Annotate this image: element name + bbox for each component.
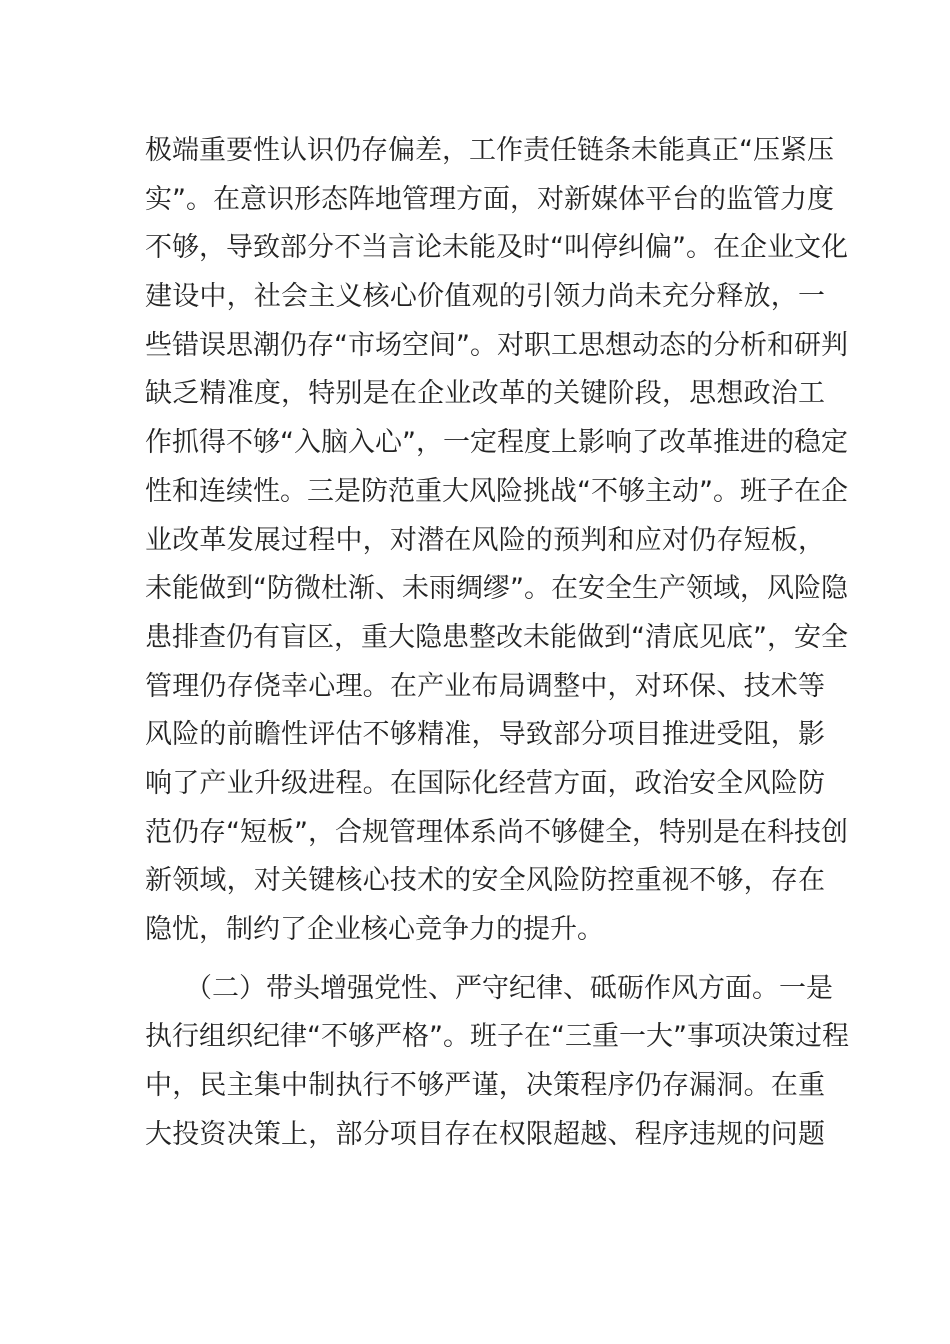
text-line: 响了产业升级进程。在国际化经营方面，政治安全风险防: [145, 767, 825, 799]
text-line: 业改革发展过程中，对潜在风险的预判和应对仍存短板，: [145, 524, 825, 556]
text-line: 性和连续性。三是防范重大风险挑战“不够主动”。班子在企: [145, 475, 848, 507]
text-line: 实”。在意识形态阵地管理方面，对新媒体平台的监管力度: [145, 183, 834, 215]
text-line: 新领域，对关键核心技术的安全风险防控重视不够，存在: [145, 865, 825, 897]
text-line: 风险的前瞻性评估不够精准，导致部分项目推进受阻，影: [145, 719, 825, 751]
text-line: 范仍存“短板”，合规管理体系尚不够健全，特别是在科技创: [145, 816, 848, 848]
text-line: 未能做到“防微杜渐、未雨绸缪”。在安全生产领域，风险隐: [145, 573, 848, 605]
text-line: 不够，导致部分不当言论未能及时“叫停纠偏”。在企业文化: [145, 232, 848, 264]
text-line: 作抓得不够“入脑入心”，一定程度上影响了改革推进的稳定: [145, 427, 848, 459]
text-line: 隐忧，制约了企业核心竞争力的提升。: [145, 914, 604, 945]
section-heading-line: （二）带头增强党性、严守纪律、砥砺作风方面。一是: [185, 972, 833, 1004]
text-line: 执行组织纪律“不够严格”。班子在“三重一大”事项决策过程: [145, 1021, 849, 1053]
text-line: 缺乏精准度，特别是在企业改革的关键阶段，思想政治工: [145, 378, 825, 410]
text-line: 建设中，社会主义核心价值观的引领力尚未充分释放，一: [145, 281, 825, 313]
text-line: 些错误思潮仍存“市场空间”。对职工思想动态的分析和研判: [145, 329, 848, 361]
paragraph-discipline-section: [145, 965, 849, 1160]
document-body: [145, 127, 849, 1159]
text-line: 大投资决策上，部分项目存在权限超越、程序违规的问题: [145, 1118, 825, 1150]
text-line: 管理仍存侥幸心理。在产业布局调整中，对环保、技术等: [145, 670, 825, 702]
text-line: 极端重要性认识仍存偏差，工作责任链条未能真正“压紧压: [145, 135, 834, 166]
paragraph-risk-management: [145, 127, 848, 955]
paragraph-spacer: [145, 955, 825, 965]
text-line: 患排查仍有盲区，重大隐患整改未能做到“清底见底”，安全: [145, 621, 848, 653]
text-line: 中，民主集中制执行不够严谨，决策程序仍存漏洞。在重: [145, 1070, 825, 1102]
